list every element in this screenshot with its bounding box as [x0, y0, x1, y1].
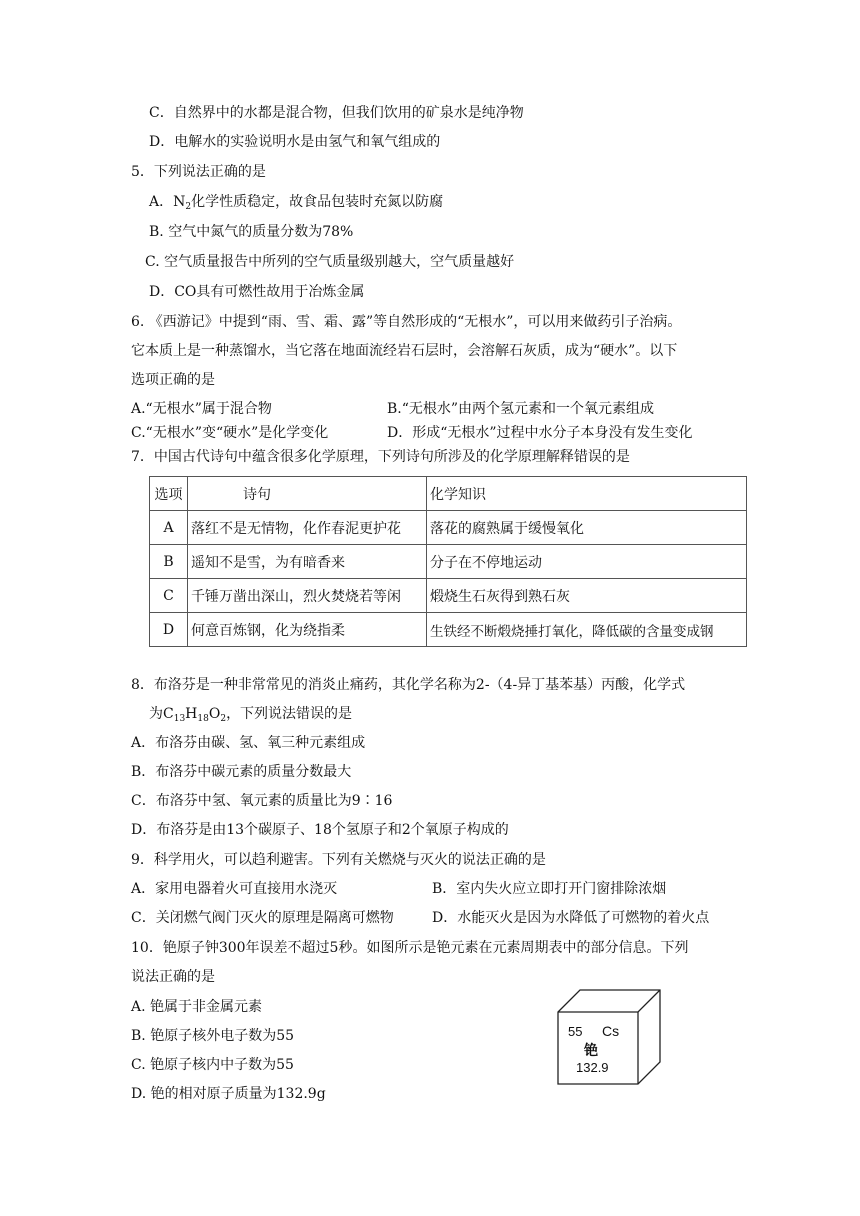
- table-cell: A: [150, 511, 188, 545]
- q5-option-a: [149, 193, 443, 216]
- q5a-text-post: 化学性质稳定，故食品包装时充氮以防腐: [191, 194, 444, 210]
- table-cell: 遥知不是雪，为有暗香来: [188, 545, 427, 579]
- table-header: 诗句: [188, 477, 427, 511]
- element-cell-figure: [556, 988, 662, 1086]
- q9-stem: 9．科学用火，可以趋利避害。下列有关燃烧与灭火的说法正确的是: [131, 852, 546, 868]
- element-name: 铯: [584, 1043, 598, 1059]
- q7-stem: 7．中国古代诗句中蕴含很多化学原理，下列诗句所涉及的化学原理解释错误的是: [131, 449, 630, 465]
- table-row: [150, 545, 747, 579]
- q5-stem: 5．下列说法正确的是: [131, 164, 266, 180]
- table-header-row: [150, 477, 747, 511]
- q5a-subscript: 2: [185, 202, 192, 212]
- table-row: [150, 613, 747, 647]
- q8-option-d: D．布洛芬是由13个碳原子、18个氢原子和2个氧原子构成的: [131, 822, 509, 838]
- q9-option-a: A．家用电器着火可直接用水浇灭: [131, 881, 338, 897]
- poem-table: [149, 476, 747, 647]
- table-header: 选项: [150, 477, 188, 511]
- q6-option-d: D．形成“无根水”过程中水分子本身没有发生变化: [387, 425, 693, 441]
- q8-formula-sub-c: 13: [173, 714, 186, 724]
- q10-stem-line2: 说法正确的是: [131, 969, 215, 985]
- q5-option-d: D．CO具有可燃性故用于冶炼金属: [149, 284, 365, 300]
- q8-formula-h: H: [185, 706, 198, 722]
- element-symbol: Cs: [602, 1023, 620, 1039]
- table-cell: C: [150, 579, 188, 613]
- table-cell: B: [150, 545, 188, 579]
- q10-option-a: A. 铯属于非金属元素: [131, 999, 263, 1015]
- table-cell: 落红不是无情物，化作春泥更护花: [188, 511, 427, 545]
- q8-option-a: A．布洛芬由碳、氢、氧三种元素组成: [131, 735, 366, 751]
- table-cell: 落花的腐熟属于缓慢氧化: [427, 511, 747, 545]
- q10-stem-line1: 10．铯原子钟300年误差不超过5秒。如图所示是铯元素在元素周期表中的部分信息。下列: [131, 940, 689, 956]
- q6-stem-line1: 6. 《西游记》中提到“雨、雪、霜、露”等自然形成的“无根水”，可以用来做药引子治病。: [131, 314, 682, 330]
- q8-formula-sub-o: 2: [220, 714, 227, 724]
- q8-formula-post: ，下列说法错误的是: [226, 706, 353, 722]
- q4-option-c: C．自然界中的水都是混合物，但我们饮用的矿泉水是纯净物: [149, 105, 524, 121]
- q6-option-a: A.“无根水”属于混合物: [131, 401, 272, 417]
- q9-option-d: D．水能灭火是因为水降低了可燃物的着火点: [432, 910, 710, 926]
- q6-option-b: B.“无根水”由两个氢元素和一个氧元素组成: [387, 401, 655, 417]
- q6-stem-line2: 它本质上是一种蒸馏水，当它落在地面流经岩石层时，会溶解石灰质，成为“硬水”。以下: [131, 343, 678, 359]
- q9-option-b: B．室内失火应立即打开门窗排除浓烟: [432, 881, 667, 897]
- atomic-mass: 132.9: [576, 1060, 609, 1075]
- q10-option-c: C. 铯原子核内中子数为55: [131, 1057, 294, 1073]
- q8-stem-line1: 8．布洛芬是一种非常常见的消炎止痛药，其化学名称为2-（4-异丁基苯基）丙酸，化学式: [131, 677, 686, 693]
- q10-option-d: D. 铯的相对原子质量为132.9g: [131, 1086, 326, 1102]
- q8-formula-sub-h: 18: [197, 714, 209, 724]
- q5-option-b: B. 空气中氮气的质量分数为78%: [149, 224, 354, 240]
- q8-formula-pre: 为C: [149, 706, 174, 722]
- q4-option-d: D．电解水的实验说明水是由氢气和氧气组成的: [149, 134, 441, 150]
- q6-option-c: C.“无根水”变“硬水”是化学变化: [131, 425, 329, 441]
- table-cell: 生铁经不断煅烧捶打氧化，降低碳的含量变成钢: [427, 613, 747, 647]
- q8-option-c: C．布洛芬中氢、氧元素的质量比为9∶16: [131, 793, 393, 809]
- table-cell: 分子在不停地运动: [427, 545, 747, 579]
- q5a-text-pre: A．N: [149, 194, 186, 210]
- q6-stem-line3: 选项正确的是: [131, 372, 215, 388]
- table-cell: D: [150, 613, 188, 647]
- table-row: [150, 511, 747, 545]
- q8-formula-o: O: [208, 706, 221, 722]
- table-row: [150, 579, 747, 613]
- q8-stem-line2: [149, 705, 352, 728]
- table-cell: 煅烧生石灰得到熟石灰: [427, 579, 747, 613]
- atomic-number: 55: [568, 1024, 583, 1039]
- table-cell: 何意百炼钢，化为绕指柔: [188, 613, 427, 647]
- q5-option-c: C. 空气质量报告中所列的空气质量级别越大，空气质量越好: [145, 254, 515, 270]
- q10-option-b: B. 铯原子核外电子数为55: [131, 1028, 295, 1044]
- table-cell: 千锤万凿出深山，烈火焚烧若等闲: [188, 579, 427, 613]
- q9-option-c: C．关闭燃气阀门灭火的原理是隔离可燃物: [131, 910, 394, 926]
- q8-option-b: B．布洛芬中碳元素的质量分数最大: [131, 764, 352, 780]
- table-header: 化学知识: [427, 477, 747, 511]
